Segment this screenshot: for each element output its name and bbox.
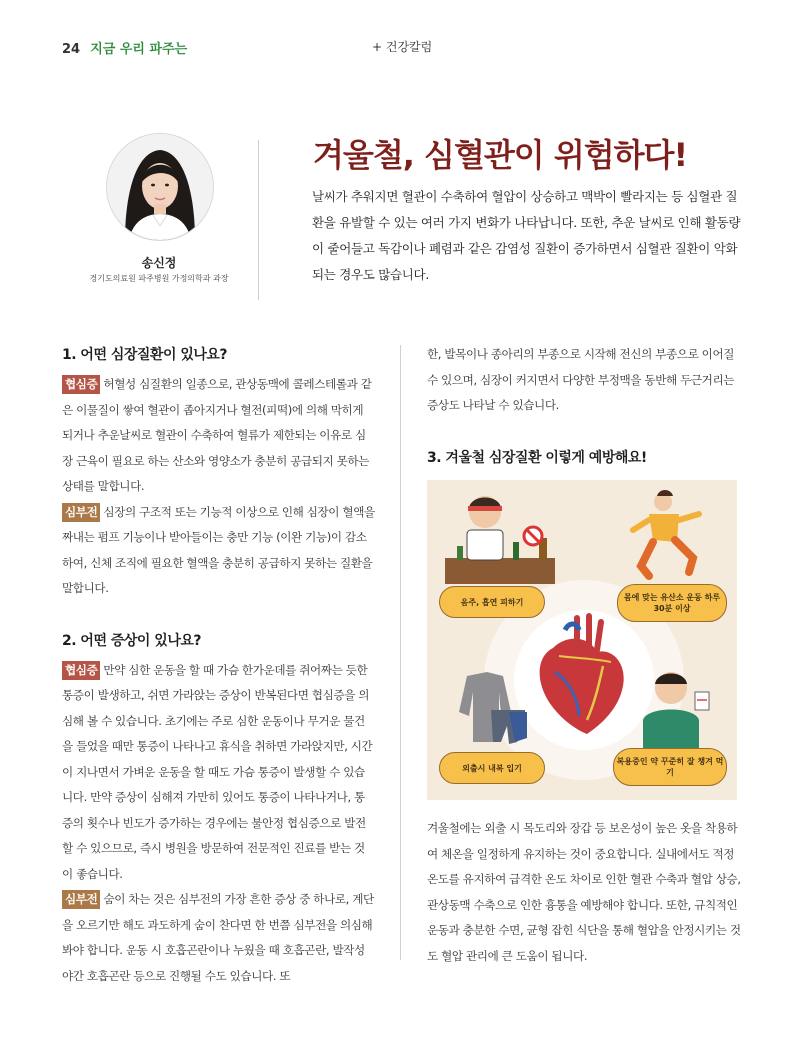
tip-no-alcohol-smoking: 음주, 흡연 피하기 — [439, 586, 545, 618]
section2-angina-text: 만약 심한 운동을 할 때 가슴 한가운데를 쥐어짜는 듯한 통증이 발생하고, 쉬면 가라앉는 증상이 반복된다면 협심증을 의심해 볼 수 있습니다. 초기에는 주로 심한 운동이나 무거운 물건을 들었을 때만 통증이 나타나고 휴식을 취하면 가라앉지만, 시간이 지나면서 가벼운 운동을 할 때도 가슴 통증이 발생할 수 있습니다. 만약 증상이 심해져 가만히 있어도 통증이 나타나거나, 통증의 횟수나 빈도가 증가하는 경우에는 불안정 협심증으로 발전할 수 있으므로, 즉시 병원을 방문하여 전문적인 진료를 받는 것이 좋습니다. — [62, 662, 373, 881]
tag-angina: 협심증 — [62, 661, 100, 680]
section1-item-angina — [62, 372, 375, 500]
section1-angina-text: 허혈성 심질환의 일종으로, 관상동맥에 콜레스테롤과 같은 이물질이 쌓여 혈관이 좁아지거나 혈전(피떡)에 의해 막히게 되거나 추운날씨로 혈관이 수축하여 혈류가 제한되는 이유로 심장 근육이 필요로 하는 산소와 영양소가 충분히 공급되지 못하는 상태를 말합니다. — [62, 377, 372, 493]
section2-heart-failure-text-part2: 한, 발목이나 종아리의 부종으로 시작해 전신의 부종으로 이어질 수 있으며, 심장이 커지면서 다양한 부정맥을 동반해 두근거리는 증상도 나타날 수 있습니다. — [427, 347, 735, 412]
section1-heading: 1. 어떤 심장질환이 있나요? — [62, 347, 228, 363]
article-title: 겨울철, 심혈관이 위험하다! — [313, 136, 688, 174]
section2-heading: 2. 어떤 증상이 있나요? — [62, 632, 201, 649]
section2-item-heart-failure — [62, 887, 375, 989]
section1-item-heart-failure — [62, 500, 375, 602]
author-name: 송신정 — [141, 256, 177, 270]
left-column — [62, 342, 375, 989]
runner-icon — [633, 490, 699, 576]
section2-heart-failure-text-part1: 숨이 차는 것은 심부전의 가장 흔한 증상 중 하나로, 계단을 오르기만 해도 과도하게 숨이 찬다면 한 번쯤 심부전을 의심해 봐야 합니다. 운동 시 호흡곤란이나 누웠을 때 호흡곤란, 발작성 야간 호흡곤란 등으로 진행될 수도 있습니다. 또 — [62, 892, 374, 983]
tag-heart-failure: 심부전 — [62, 890, 100, 909]
section-name: 지금 우리 파주는 — [90, 42, 188, 57]
prevention-illustration — [427, 480, 737, 800]
column-divider — [400, 345, 401, 960]
portrait-image — [107, 134, 213, 240]
section2-item-angina — [62, 658, 375, 888]
tip-aerobic-exercise: 몸에 맞는 유산소 운동 하루 30분 이상 — [617, 584, 727, 622]
section3-closing: 겨울철에는 외출 시 목도리와 장갑 등 보온성이 높은 옷을 착용하여 체온을 일정하게 유지하는 것이 중요합니다. 실내에서도 적정 온도를 유지하여 급격한 온도 차이로 인한 혈관 수축과 혈압 상승, 관상동맥 수축으로 인한 흉통을 예방해야 합니다. 또한, 규칙적인 운동과 충분한 수면, 균형 잡힌 식단을 통해 혈압을 안정시키는 것도 혈압 관리에 큰 도움이 됩니다. — [427, 821, 741, 963]
tag-heart-failure: 심부전 — [62, 503, 100, 522]
page-header — [62, 38, 187, 57]
man-drinking-icon — [445, 496, 555, 584]
author-photo — [106, 133, 214, 241]
section3-heading: 3. 겨울철 심장질환 이렇게 예방해요! — [427, 449, 647, 466]
section1-heart-failure-text: 심장의 구조적 또는 기능적 이상으로 인해 심장이 혈액을 짜내는 펌프 기능이나 받아들이는 충만 기능 (이완 기능)이 감소하여, 신체 조직에 필요한 혈액을 충분히 공급하지 못하는 질환을 말합니다. — [62, 504, 375, 595]
page-number: 24 — [62, 42, 81, 57]
tip-wear-underwear: 외출시 내복 입기 — [439, 752, 545, 784]
tag-angina: 협심증 — [62, 375, 100, 394]
article-lead: 날씨가 추워지면 혈관이 수축하여 혈압이 상승하고 맥박이 빨라지는 등 심혈관 질환을 유발할 수 있는 여러 가지 변화가 나타납니다. 또한, 추운 날씨로 인해 활동량이 줄어들고 독감이나 폐렴과 같은 감염성 질환이 증가하면서 심혈관 질환이 악화되는 경우도 많습니다. — [312, 189, 741, 282]
header-divider — [258, 140, 259, 300]
author-title: 경기도의료원 파주병원 가정의학과 과장 — [89, 274, 229, 283]
right-column — [427, 342, 741, 475]
tip-take-medicine: 복용중인 약 꾸준히 잘 챙겨 먹기 — [613, 748, 727, 786]
column-tag: + 건강칼럼 — [372, 40, 433, 54]
